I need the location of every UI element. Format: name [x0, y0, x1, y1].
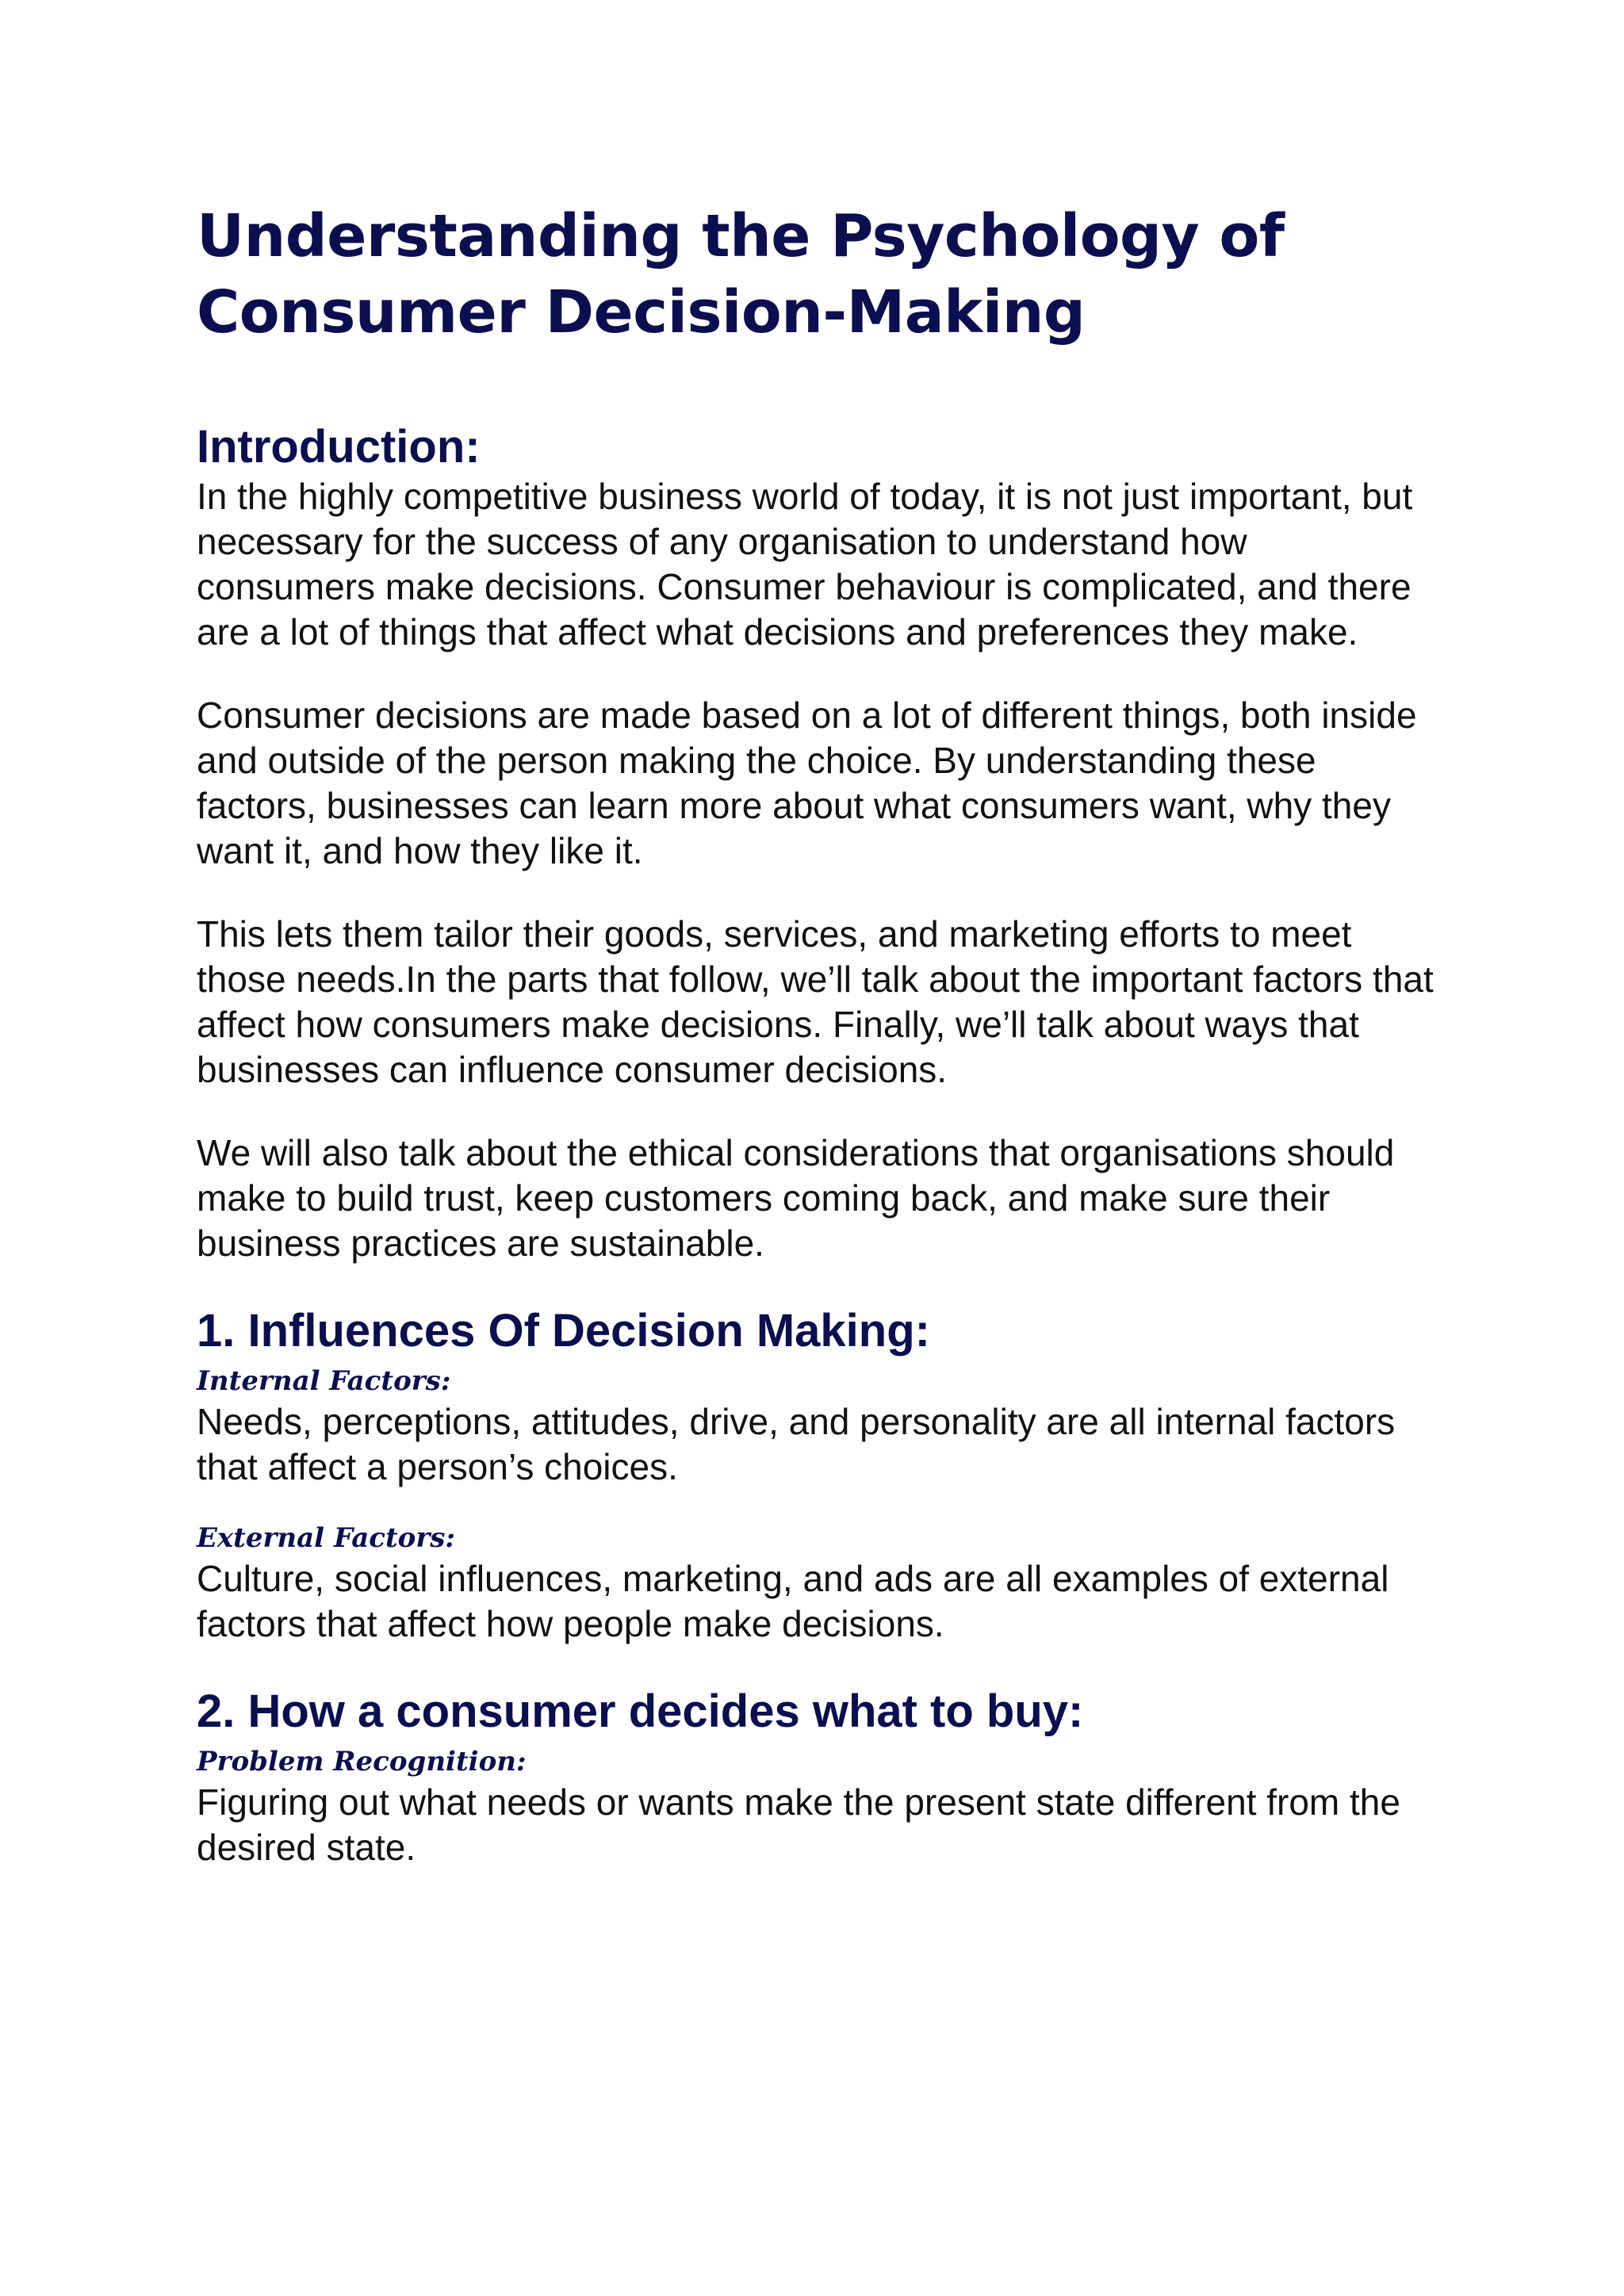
- title-line-2: Consumer Decision-Making: [197, 278, 1086, 346]
- internal-factors-label: Internal Factors:: [197, 1365, 451, 1397]
- problem-recognition-label: Problem Recognition:: [197, 1746, 527, 1777]
- section-1-heading: 1. Influences Of Decision Making:: [197, 1305, 930, 1357]
- intro-paragraph-1: In the highly competitive business world of today, it is not just important, but necessary for the success of any organisation to understand how consumers make decisions. Consumer behaviour is complicated, and there are a lot of things that affect what decisions and preferences they make.: [197, 476, 1413, 652]
- document-page: [197, 198, 1434, 1870]
- section-2-heading: 2. How a consumer decides what to buy:: [197, 1686, 1084, 1737]
- intro-paragraph-2: Consumer decisions are made based on a lot of different things, both inside and outside of the person making the choice. By understanding these factors, businesses can learn more about what consumers want, why they want it, and how they like it.: [197, 695, 1417, 871]
- title-line-1: Understanding the Psychology of: [197, 202, 1285, 270]
- intro-paragraph-3: This lets them tailor their goods, services, and marketing efforts to meet those needs.In the parts that follow, we’ll talk about the important factors that affect how consumers make decisions. Finally, we’ll talk about ways that businesses can influence consumer decisions.: [197, 913, 1434, 1090]
- external-factors-text: Culture, social influences, marketing, and ads are all examples of external factors that affect how people make decisions.: [197, 1558, 1389, 1644]
- internal-factors-text: Needs, perceptions, attitudes, drive, and personality are all internal factors that affect a person’s choices.: [197, 1401, 1396, 1487]
- introduction-heading: Introduction:: [197, 421, 481, 473]
- intro-paragraph-4: We will also talk about the ethical considerations that organisations should make to build trust, keep customers coming back, and make sure their business practices are sustainable.: [197, 1132, 1395, 1264]
- problem-recognition-text: Figuring out what needs or wants make the present state different from the desired state.: [197, 1781, 1400, 1868]
- document-title: [197, 198, 1434, 350]
- external-factors-label: External Factors:: [197, 1522, 455, 1554]
